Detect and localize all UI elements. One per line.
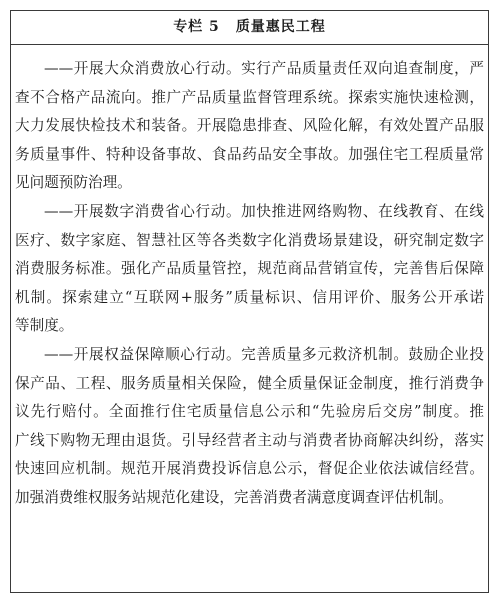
text-line: 务质量事件、特种设备事故、食品药品安全事故。加强住宅工程质量常 xyxy=(15,145,484,163)
text-line: 医疗、数字家庭、智慧社区等各类数字化消费场景建设，研究制定数字 xyxy=(15,231,484,249)
paragraph-consumer-confidence xyxy=(15,55,484,198)
text-line: 等制度。 xyxy=(15,317,74,335)
paragraph-digital-consumption xyxy=(15,198,484,341)
text-line: ——开展大众消费放心行动。实行产品质量责任双向追查制度，严 xyxy=(44,60,484,77)
text-line: 保产品、工程、服务质量相关保险，健全质量保证金制度，推行消费争 xyxy=(15,374,484,392)
text-line: ——开展数字消费省心行动。加快推进网络购物、在线教育、在线 xyxy=(44,202,484,220)
text-line: 查不合格产品流向。推广产品质量监督管理系统。探索实施快速检测， xyxy=(15,88,484,106)
text-line: 大力发展快检技术和装备。开展隐患排查、风险化解，有效处置产品服 xyxy=(15,117,484,135)
text-line: 消费服务标准。强化产品质量管控，规范商品营销宣传，完善售后保障 xyxy=(15,260,484,278)
text-line: 快速回应机制。规范开展消费投诉信息公示，督促企业依法诚信经营。 xyxy=(15,460,484,478)
text-line: 加强消费维权服务站规范化建设，完善消费者满意度调查评估机制。 xyxy=(15,488,453,506)
column-title xyxy=(11,11,488,45)
text-line: ——开展权益保障顺心行动。完善质量多元救济机制。鼓励企业投 xyxy=(44,345,484,363)
paragraph-rights-protection xyxy=(15,341,484,513)
column-number: 专栏 5 xyxy=(173,19,220,35)
text-line: 机制。探索建立“互联网+服务”质量标识、信用评价、服务公开承诺 xyxy=(15,288,484,306)
column-body xyxy=(15,55,484,513)
column-title-text: 质量惠民工程 xyxy=(235,19,326,35)
text-line: 议先行赔付。全面推行住宅质量信息公示和“先验房后交房”制度。推 xyxy=(15,403,484,421)
column-box xyxy=(10,10,489,593)
text-line: 广线下购物无理由退货。引导经营者主动与消费者协商解决纠纷，落实 xyxy=(15,431,484,449)
text-line: 见问题预防治理。 xyxy=(15,174,132,192)
